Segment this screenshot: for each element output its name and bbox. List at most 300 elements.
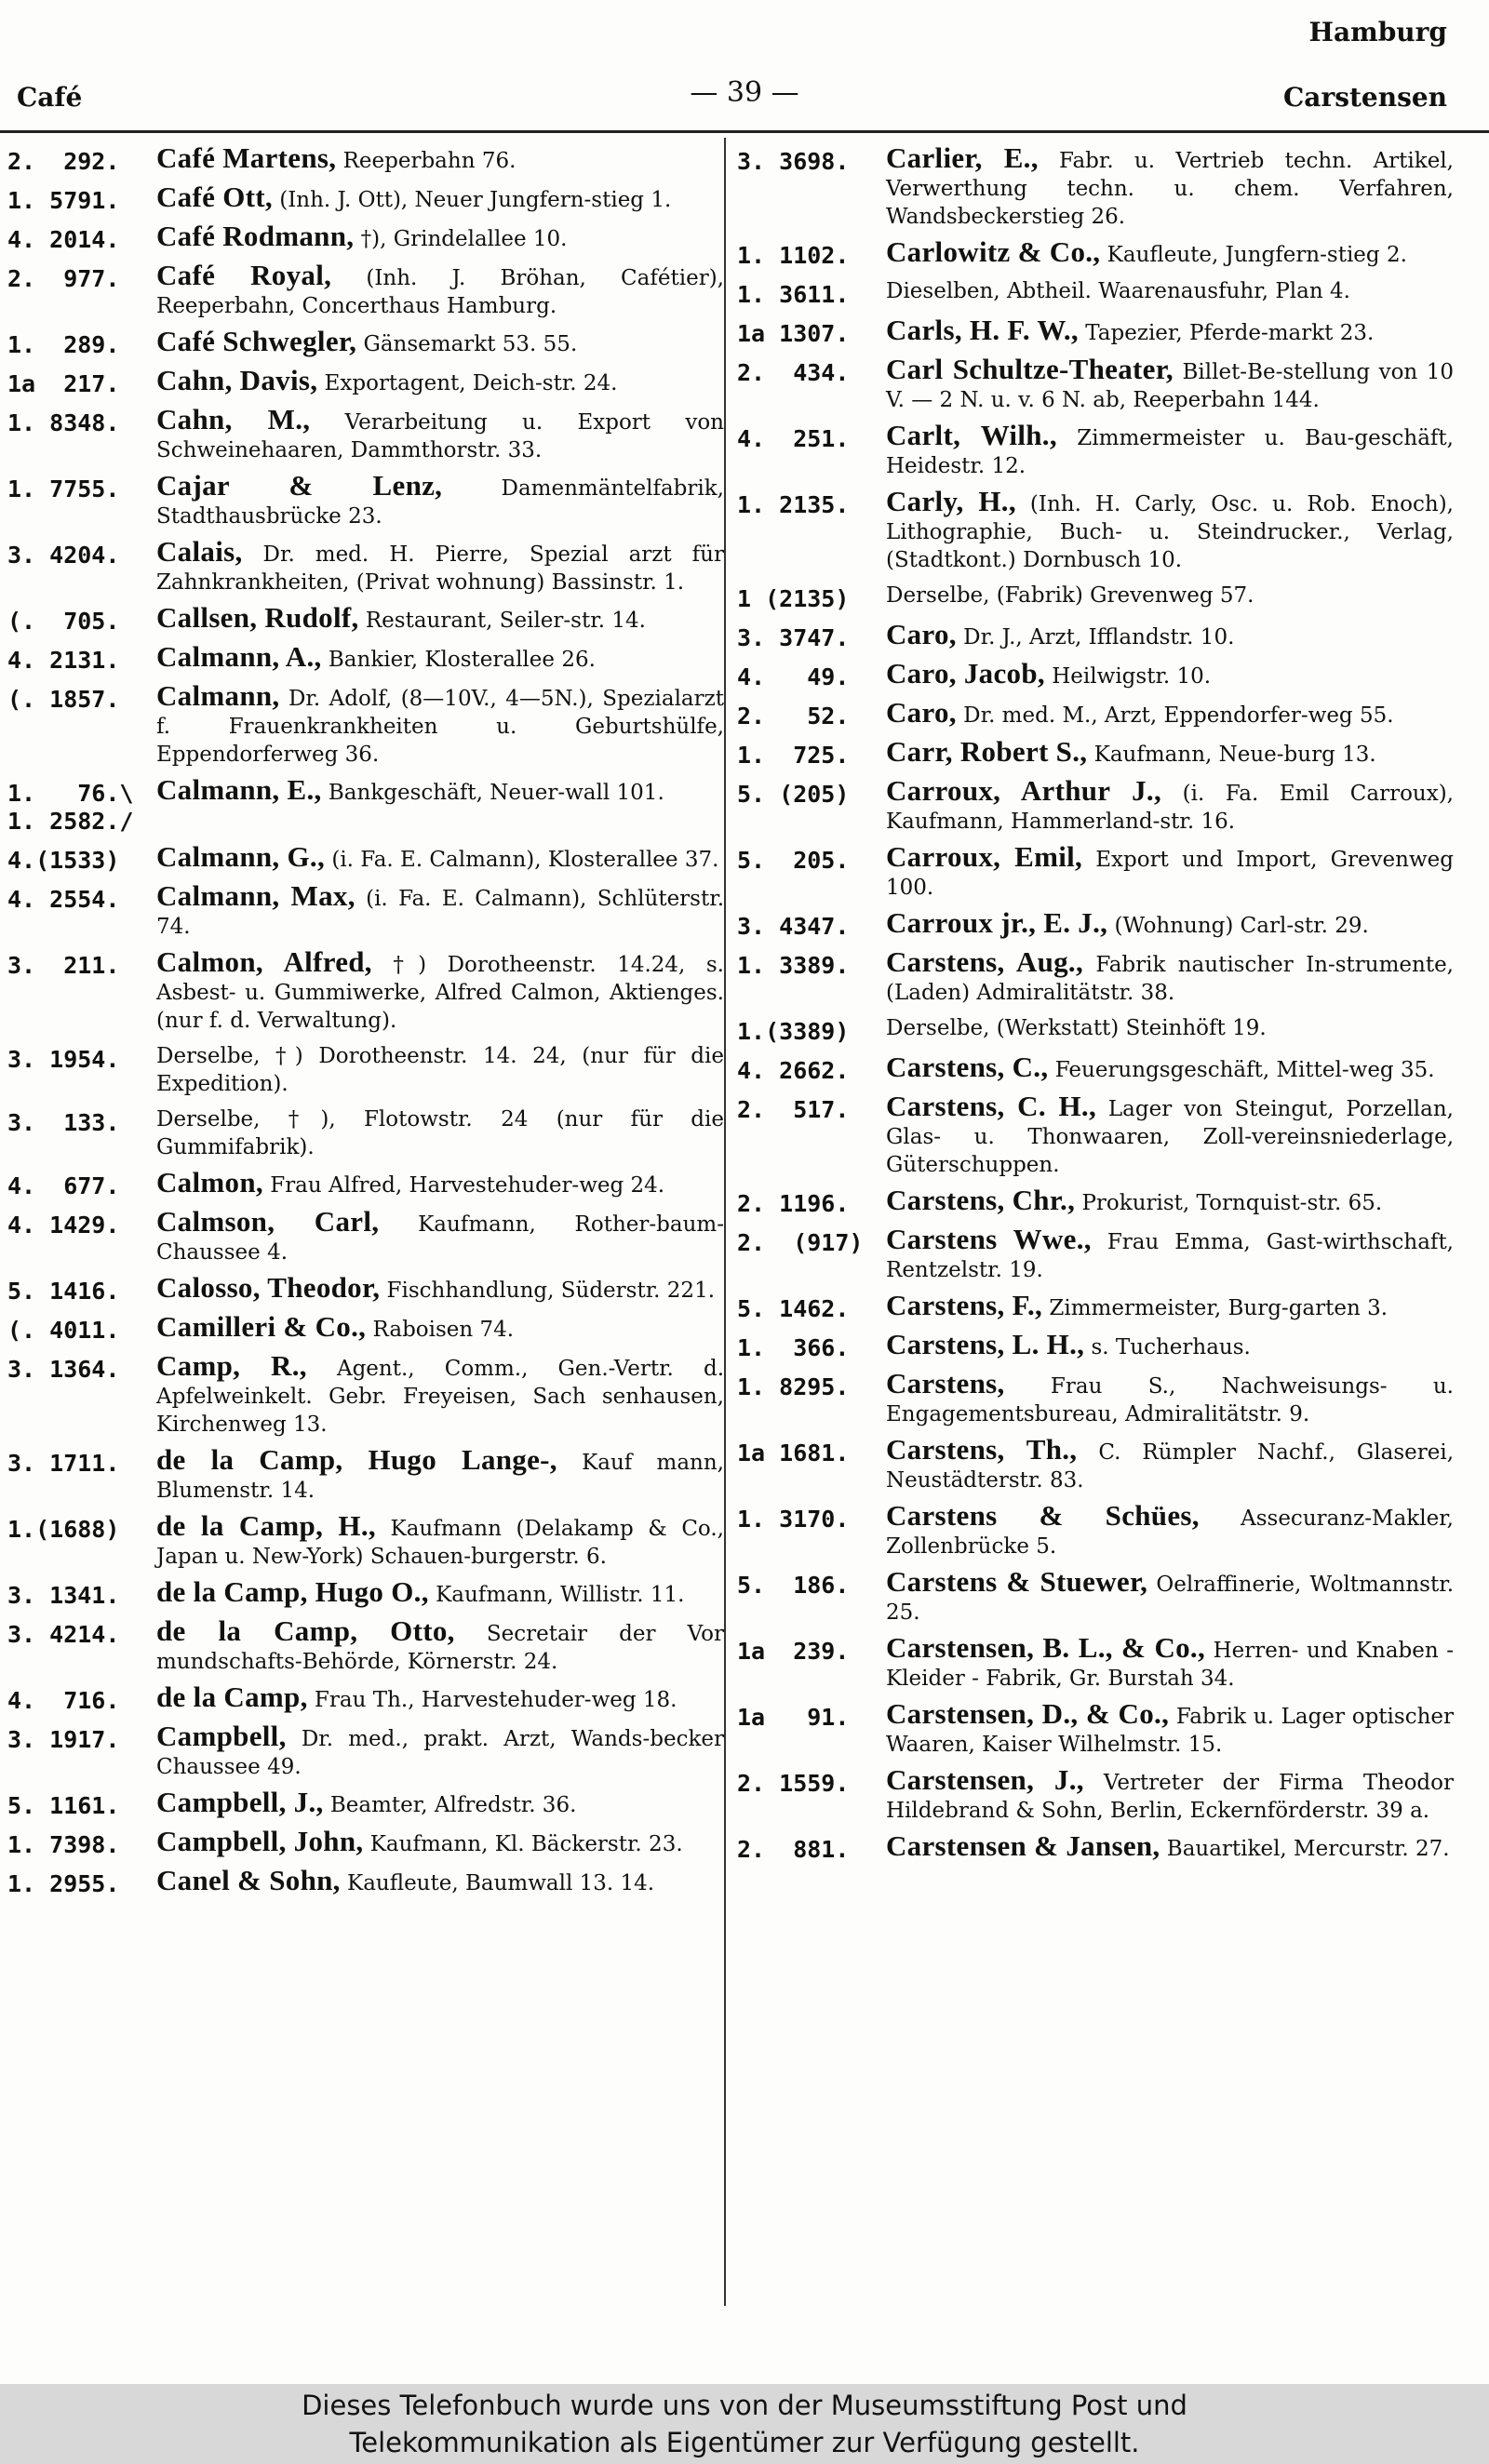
entry-details: Heilwigstr. 10. — [1044, 664, 1212, 689]
phone-number: 4. 49. — [737, 663, 850, 690]
header-rule — [0, 130, 1489, 133]
phone-number: 3. 1917. — [7, 1726, 120, 1753]
subscriber-name: Carroux, Emil, — [886, 840, 1083, 873]
subscriber-name: Carstensen, J., — [886, 1763, 1084, 1796]
phone-number: (. 1857. — [7, 686, 120, 713]
phone-number: 1.(1688) — [7, 1516, 120, 1543]
directory-entry — [737, 906, 1454, 941]
phone-number: 1a 239. — [737, 1638, 850, 1665]
entry-text — [156, 945, 724, 1035]
entry-details: Frau Emma, Gast-wirthschaft, Rentzelstr. 19. — [886, 1230, 1454, 1282]
entry-text — [886, 1367, 1454, 1428]
directory-entry — [7, 325, 724, 359]
entry-details: C. Rümpler Nachf., Glaserei, Neustädterstr. 83. — [886, 1440, 1455, 1493]
directory-entry — [737, 1367, 1454, 1428]
phone-number: 1. 3170. — [737, 1506, 850, 1533]
entry-details: (i. Fa. E. Calmann), Schlüterstr. 74. — [156, 887, 725, 939]
entry-details: Zimmermeister u. Bau-geschäft, Heidestr. 12. — [886, 426, 1454, 478]
entry-text — [886, 1289, 1454, 1323]
entry-details: Dr. Adolf, (8—10V., 4—5N.), Spezialarzt f. Frauenkrankheiten u. Geburtshülfe, Eppendorferweg 36. — [156, 687, 724, 767]
subscriber-name: Café Rodmann, — [156, 220, 355, 252]
directory-entry — [737, 735, 1454, 770]
entry-text — [886, 618, 1454, 652]
phone-number: 1.(3389) — [737, 1018, 850, 1045]
directory-entry — [7, 1443, 724, 1505]
entry-text — [886, 735, 1454, 770]
subscriber-name: Carlowitz & Co., — [886, 235, 1101, 268]
entry-details: Derselbe, (Fabrik) Grevenweg 57. — [886, 583, 1254, 608]
phone-number: 5. 205. — [737, 847, 850, 874]
subscriber-name: Caro, — [886, 618, 957, 650]
entry-text — [156, 183, 724, 215]
phone-number: 3. 4214. — [7, 1621, 120, 1648]
entry-details: Fabrik u. Lager optischer Waaren, Kaiser Wilhelmstr. 15. — [886, 1705, 1455, 1757]
phone-number: 2. 977. — [7, 265, 120, 292]
entry-text — [886, 235, 1454, 270]
subscriber-name: Carroux, Arthur J., — [886, 774, 1162, 807]
phone-number: (. 705. — [7, 608, 120, 635]
directory-entry — [7, 1205, 724, 1266]
phone-number: 1. 3389. — [737, 952, 850, 979]
subscriber-name: de la Camp, Otto, — [156, 1614, 455, 1647]
directory-entry — [737, 1328, 1454, 1362]
subscriber-name: Calmann, E., — [156, 773, 322, 806]
directory-entry — [7, 1166, 724, 1200]
entry-details: (Inh. J. Ott), Neuer Jungfern-stieg 1. — [272, 188, 672, 212]
phone-number: 4. 2014. — [7, 226, 120, 253]
phone-number: 1. 3611. — [737, 281, 850, 308]
phone-number: 1a 217. — [7, 370, 120, 397]
entry-details: Bankgeschäft, Neuer-wall 101. — [321, 781, 664, 805]
directory-entry — [737, 355, 1454, 414]
entry-details: Fabr. u. Vertrieb techn. Artikel, Verwerthung techn. u. chem. Verfahren, Wandsbeckerstieg 26. — [886, 149, 1454, 229]
phone-number: 2. 292. — [7, 148, 120, 175]
right-column — [737, 141, 1455, 1864]
entry-text — [156, 1205, 724, 1266]
subscriber-name: de la Camp, Hugo Lange-, — [156, 1443, 557, 1476]
entry-text — [156, 1349, 725, 1439]
subscriber-name: Carly, H., — [886, 485, 1016, 517]
phone-number: 4. 1429. — [7, 1212, 120, 1239]
entry-text — [886, 1053, 1454, 1085]
directory-entry — [737, 485, 1454, 574]
subscriber-name: Carstens, F., — [886, 1289, 1043, 1321]
directory-entry — [7, 1864, 724, 1898]
subscriber-name: Carstensen & Jansen, — [886, 1829, 1160, 1862]
subscriber-name: Camp, R., — [156, 1349, 307, 1382]
entry-details: Kaufmann, Rother-baum-Chaussee 4. — [156, 1212, 724, 1265]
directory-entry — [7, 403, 724, 464]
subscriber-name: Campbell, — [156, 1720, 287, 1752]
entry-text — [886, 1565, 1455, 1627]
entry-details: Feuerungsgeschäft, Mittel-weg 35. — [1048, 1058, 1435, 1082]
footer-line-1: Dieses Telefonbuch wurde uns von der Museumsstiftung Post und — [302, 2390, 1187, 2421]
directory-entry — [7, 1614, 724, 1676]
directory-entry — [737, 1186, 1454, 1218]
phone-number: 5. 186. — [737, 1572, 850, 1599]
phone-number: 1. 8348. — [7, 409, 120, 436]
directory-entry — [7, 1722, 724, 1781]
subscriber-name: Carstens, C. H., — [886, 1090, 1097, 1122]
directory-entry — [7, 1042, 724, 1098]
entry-text — [156, 469, 724, 530]
entry-text — [156, 1271, 724, 1306]
entry-text — [886, 1328, 1454, 1362]
directory-entry — [737, 1499, 1454, 1560]
entry-details: Prokurist, Tornquist-str. 65. — [1075, 1191, 1383, 1215]
entry-text — [886, 945, 1454, 1007]
entry-details: Secretair der Vor mundschafts-Behörde, Körnerstr. 24. — [156, 1622, 724, 1674]
entry-text — [156, 601, 724, 636]
subscriber-name: Campbell, J., — [156, 1786, 324, 1818]
directory-entry — [737, 774, 1454, 836]
phone-number: 2. 881. — [737, 1836, 850, 1863]
entry-text — [886, 906, 1454, 941]
phone-number: 4. 251. — [737, 425, 850, 452]
entry-details: Fabrik nautischer In-strumente, (Laden) Admiralitätstr. 38. — [886, 953, 1454, 1005]
phone-number: 5. 1161. — [7, 1792, 120, 1819]
entry-details: Assecuranz-Makler, Zollenbrücke 5. — [886, 1507, 1454, 1559]
entry-details: Frau S., Nachweisungs- u. Engagementsbureau, Admiralitätstr. 9. — [886, 1374, 1454, 1426]
directory-entry — [737, 1225, 1454, 1284]
directory-entry — [737, 840, 1454, 902]
directory-entry — [737, 1829, 1454, 1864]
directory-entry — [7, 1683, 724, 1715]
entry-text — [886, 1499, 1454, 1560]
phone-number: 1. 2955. — [7, 1870, 120, 1897]
subscriber-name: Canel & Sohn, — [156, 1864, 341, 1896]
entry-details: (Inh. H. Carly, Osc. u. Rob. Enoch), Lithographie, Buch- u. Steindrucker., Verlag, (Stadtkont.) Dornbusch 10. — [886, 492, 1454, 572]
entry-text — [156, 1864, 724, 1898]
entry-details: Zimmermeister, Burg-garten 3. — [1042, 1296, 1388, 1320]
entry-text — [156, 261, 724, 320]
subscriber-name: Caro, — [886, 696, 957, 729]
directory-entry — [7, 222, 724, 254]
entry-text — [886, 1186, 1454, 1218]
directory-entry — [737, 1053, 1454, 1085]
subscriber-name: Carls, H. F. W., — [886, 314, 1079, 346]
attribution-footer — [0, 2384, 1489, 2464]
directory-entry — [737, 1014, 1454, 1046]
subscriber-name: Carlt, Wilh., — [886, 419, 1057, 451]
phone-number: 5. 1416. — [7, 1278, 120, 1305]
directory-entry — [737, 1697, 1455, 1759]
subscriber-name: Café Ott, — [156, 181, 273, 213]
directory-entry — [737, 235, 1454, 270]
subscriber-name: Callsen, Rudolf, — [156, 601, 359, 634]
subscriber-name: Calais, — [156, 535, 243, 568]
entry-text — [886, 485, 1454, 574]
entry-text — [156, 141, 724, 176]
entry-details: Fischhandlung, Süderstr. 221. — [380, 1279, 716, 1303]
entry-text — [886, 1697, 1455, 1759]
directory-entry — [737, 618, 1454, 652]
entry-text — [156, 773, 724, 836]
phone-number: 2. 517. — [737, 1096, 850, 1123]
subscriber-name: Cajar & Lenz, — [156, 469, 443, 502]
entry-text — [156, 1614, 724, 1676]
subscriber-name: Carstensen, B. L., & Co., — [886, 1631, 1206, 1664]
directory-entry — [7, 535, 724, 596]
subscriber-name: Campbell, John, — [156, 1825, 364, 1857]
subscriber-name: Café Schwegler, — [156, 325, 357, 357]
subscriber-name: de la Camp, H., — [156, 1509, 376, 1542]
directory-entry — [7, 773, 724, 836]
entry-details: Gänsemarkt 53. 55. — [356, 332, 578, 356]
entry-text — [156, 1042, 724, 1098]
directory-entry — [737, 582, 1454, 613]
entry-details: Raboisen 74. — [366, 1318, 515, 1342]
header-first-entry: Café — [17, 82, 83, 113]
phone-number: 2. 1196. — [737, 1190, 850, 1217]
entry-details: Vertreter der Firma Theodor Hildebrand & Sohn, Berlin, Eckernförderstr. 39 a. — [886, 1771, 1454, 1823]
directory-entry — [737, 316, 1454, 348]
entry-text — [886, 316, 1454, 348]
entry-text — [156, 1105, 724, 1161]
subscriber-name: Caro, Jacob, — [886, 657, 1045, 690]
entry-text — [156, 364, 724, 398]
subscriber-name: Calmann, G., — [156, 840, 326, 873]
directory-entry — [7, 879, 725, 941]
entry-details: Reeperbahn 76. — [336, 149, 516, 173]
directory-entry — [7, 469, 724, 530]
phone-number: 1a 91. — [737, 1704, 850, 1731]
phone-number: 1. 5791. — [7, 187, 120, 214]
phone-number: 3. 4204. — [7, 542, 120, 569]
entry-text — [886, 419, 1454, 480]
header-last-entry: Carstensen — [1283, 82, 1447, 113]
entry-details: (Inh. J. Bröhan, Cafétier), Reeperbahn, Concerthaus Hamburg. — [156, 266, 724, 318]
directory-entry — [7, 1349, 725, 1439]
entry-details: Derselbe, †) Dorotheenstr. 14. 24, (nur für die Expedition). — [156, 1044, 724, 1096]
phone-number: 1. 366. — [737, 1334, 850, 1361]
phone-number: (. 4011. — [7, 1317, 120, 1344]
entry-text — [886, 141, 1454, 231]
entry-details: Verarbeitung u. Export von Schweinehaaren, Dammthorstr. 33. — [156, 410, 724, 462]
entry-details: Kaufleute, Baumwall 13. 14. — [340, 1871, 655, 1895]
phone-number: 4. 2554. — [7, 886, 120, 913]
phone-number: 1. 725. — [737, 742, 850, 769]
entry-details: Kaufleute, Jungfern-stieg 2. — [1100, 243, 1407, 267]
entry-text — [156, 1722, 724, 1781]
directory-entry — [737, 419, 1454, 480]
directory-entry — [737, 945, 1454, 1007]
entry-details: Exportagent, Deich-str. 24. — [317, 371, 618, 395]
entry-details: Frau Alfred, Harvestehuder-weg 24. — [262, 1173, 665, 1198]
city-header: Hamburg — [1308, 17, 1447, 47]
left-column — [7, 141, 725, 1898]
directory-entry — [737, 141, 1454, 231]
directory-entry — [7, 1825, 724, 1859]
entry-text — [886, 355, 1454, 414]
entry-details: Kaufmann (Delakamp & Co., Japan u. New-York) Schauen-burgerstr. 6. — [156, 1517, 724, 1569]
directory-entry — [737, 1565, 1455, 1627]
subscriber-name: de la Camp, Hugo O., — [156, 1575, 429, 1608]
subscriber-name: Carstens Wwe., — [886, 1223, 1092, 1255]
entry-text — [886, 1014, 1454, 1046]
directory-entry — [7, 840, 724, 875]
directory-entry — [7, 1575, 724, 1610]
phone-number: 4. 2131. — [7, 647, 120, 674]
entry-details: Herren- und Knaben - Kleider - Fabrik, Gr. Burstah 34. — [886, 1639, 1454, 1691]
phone-number: 3. 1364. — [7, 1356, 120, 1383]
subscriber-name: Calmann, — [156, 679, 280, 712]
phone-number: 4. 716. — [7, 1687, 120, 1714]
phone-number: 2. 1559. — [737, 1770, 850, 1797]
entry-text — [886, 277, 1454, 309]
subscriber-name: Carstens, C., — [886, 1051, 1049, 1083]
directory-entry — [7, 1271, 724, 1306]
entry-details: (i. Fa. Emil Carroux), Kaufmann, Hammerland-str. 16. — [886, 782, 1454, 834]
entry-text — [156, 403, 724, 464]
entry-details: (Wohnung) Carl-str. 29. — [1107, 914, 1369, 938]
directory-entry — [7, 364, 724, 398]
directory-entry — [7, 1310, 724, 1345]
entry-details: Derselbe, (Werkstatt) Steinhöft 19. — [886, 1016, 1267, 1040]
phone-number: 1. 7398. — [7, 1831, 120, 1858]
directory-entry — [737, 1433, 1455, 1494]
entry-text — [156, 1575, 724, 1610]
directory-entry — [737, 1092, 1454, 1179]
directory-entry — [737, 277, 1454, 309]
subscriber-name: Carstens & Stuewer, — [886, 1565, 1148, 1598]
subscriber-name: Carstens, L. H., — [886, 1328, 1085, 1360]
phone-number: 4.(1533) — [7, 847, 120, 874]
subscriber-name: Calmann, A., — [156, 640, 322, 673]
subscriber-name: Carstensen, D., & Co., — [886, 1697, 1170, 1730]
entry-text — [156, 1825, 724, 1859]
subscriber-name: Carstens, Aug., — [886, 945, 1084, 978]
subscriber-name: Calmson, Carl, — [156, 1205, 380, 1238]
entry-text — [156, 640, 724, 675]
phone-number: 1a 1681. — [737, 1440, 850, 1466]
phone-number: 5. (205) — [737, 781, 850, 808]
entry-details: Oelraffinerie, Woltmannstr. 25. — [886, 1573, 1455, 1625]
subscriber-name: Carroux jr., E. J., — [886, 906, 1108, 939]
entry-text — [156, 1788, 724, 1820]
phone-number: 2. 52. — [737, 703, 850, 730]
subscriber-name: Calmon, Alfred, — [156, 945, 372, 978]
subscriber-name: Carstens, Th., — [886, 1433, 1078, 1466]
directory-entry — [737, 657, 1454, 691]
phone-number: 1. 76.\ 1. 2582./ — [7, 780, 134, 835]
entry-text — [886, 1763, 1454, 1825]
entry-details: Bankier, Klosterallee 26. — [321, 648, 596, 672]
subscriber-name: Carlier, E., — [886, 141, 1039, 174]
entry-details: †) Dorotheenstr. 14.24, s. Asbest- u. Gummiwerke, Alfred Calmon, Aktienges. (nur f. d. Verwaltung). — [156, 953, 724, 1033]
entry-details: Dr. J., Arzt, Ifflandstr. 10. — [956, 625, 1235, 649]
subscriber-name: Cahn, Davis, — [156, 364, 318, 396]
running-header — [0, 76, 1489, 114]
subscriber-name: Carr, Robert S., — [886, 735, 1088, 768]
directory-entry — [7, 945, 724, 1035]
phone-number: 1 (2135) — [737, 585, 850, 612]
directory-entry — [7, 141, 724, 176]
directory-entry — [7, 601, 724, 636]
entry-details: Kaufmann, Kl. Bäckerstr. 23. — [363, 1832, 683, 1856]
phone-number: 1a 1307. — [737, 320, 850, 347]
phone-number: 5. 1462. — [737, 1295, 850, 1322]
entry-text — [886, 1433, 1455, 1494]
entry-text — [156, 1310, 724, 1345]
phone-number: 3. 133. — [7, 1109, 120, 1136]
entry-text — [156, 1509, 724, 1571]
entry-details: Kauf mann, Blumenstr. 14. — [156, 1451, 724, 1503]
entry-text — [156, 222, 724, 254]
entry-details: †), Grindelallee 10. — [354, 227, 568, 251]
subscriber-name: Calosso, Theodor, — [156, 1271, 381, 1304]
phone-number: 2. 434. — [737, 359, 850, 386]
phone-number: 3. 4347. — [737, 913, 850, 940]
subscriber-name: Cahn, M., — [156, 403, 311, 435]
entry-text — [156, 879, 725, 941]
entry-text — [156, 535, 724, 596]
entry-text — [886, 1092, 1454, 1179]
phone-number: 1. 2135. — [737, 491, 850, 518]
entry-text — [156, 1443, 724, 1505]
entry-details: Dieselben, Abtheil. Waarenausfuhr, Plan 4. — [886, 279, 1350, 303]
phone-number: 3. 1954. — [7, 1046, 120, 1073]
subscriber-name: Carl Schultze-Theater, — [886, 353, 1174, 385]
directory-entry — [7, 679, 724, 769]
phone-number: 3. 211. — [7, 952, 120, 979]
entry-details: Derselbe, †), Flotowstr. 24 (nur für die Gummifabrik). — [156, 1107, 724, 1159]
phone-number: 1. 289. — [7, 331, 120, 358]
footer-line-2: Telekommunikation als Eigentümer zur Verfügung gestellt. — [349, 2427, 1140, 2458]
entry-text — [156, 325, 724, 359]
directory-entry — [7, 183, 724, 215]
phone-number: 1. 8295. — [737, 1373, 850, 1400]
directory-entry — [737, 1763, 1454, 1825]
entry-details: Dr. med. H. Pierre, Spezial arzt für Zahnkrankheiten, (Privat wohnung) Bassinstr. 1. — [156, 542, 724, 595]
directory-entry — [737, 1289, 1454, 1323]
directory-entry — [737, 1631, 1454, 1693]
entry-text — [886, 1631, 1454, 1693]
subscriber-name: Carstens & Schües, — [886, 1499, 1200, 1532]
directory-entry — [7, 261, 724, 320]
phone-number: 3. 1341. — [7, 1582, 120, 1609]
entry-details: Dr. med. M., Arzt, Eppendorfer-weg 55. — [956, 703, 1394, 728]
entry-details: Beamter, Alfredstr. 36. — [323, 1793, 577, 1817]
subscriber-name: de la Camp, — [156, 1681, 308, 1713]
subscriber-name: Café Martens, — [156, 141, 337, 174]
entry-details: Billet-Be-stellung von 10 V. — 2 N. u. v. 6 N. ab, Reeperbahn 144. — [886, 360, 1454, 412]
entry-details: (i. Fa. E. Calmann), Klosterallee 37. — [325, 848, 719, 872]
entry-details: Restaurant, Seiler-str. 14. — [358, 609, 646, 633]
phone-number: 2. (917) — [737, 1229, 864, 1256]
phone-number: 1. 1102. — [737, 242, 850, 269]
entry-details: Tapezier, Pferde-markt 23. — [1078, 321, 1375, 345]
entry-text — [886, 1225, 1454, 1284]
entry-details: Kaufmann, Willistr. 11. — [428, 1583, 685, 1607]
directory-entry — [7, 640, 724, 675]
subscriber-name: Camilleri & Co., — [156, 1310, 367, 1343]
entry-text — [886, 657, 1454, 691]
subscriber-name: Carstens, Chr., — [886, 1184, 1076, 1216]
entry-text — [886, 774, 1454, 836]
entry-details: Agent., Comm., Gen.-Vertr. d. Apfelweinkelt. Gebr. Freyeisen, Sach senhausen, Kirchenweg 13. — [156, 1357, 725, 1437]
entry-text — [156, 840, 724, 875]
phone-number: 4. 2662. — [737, 1057, 850, 1084]
subscriber-name: Calmann, Max, — [156, 879, 355, 912]
column-divider — [724, 138, 726, 2306]
directory-entry — [7, 1509, 724, 1571]
phone-number: 3. 1711. — [7, 1450, 120, 1477]
phone-number: 1. 7755. — [7, 475, 120, 502]
entry-text — [886, 840, 1454, 902]
subscriber-name: Carstens, — [886, 1367, 1005, 1399]
entry-text — [886, 582, 1454, 613]
